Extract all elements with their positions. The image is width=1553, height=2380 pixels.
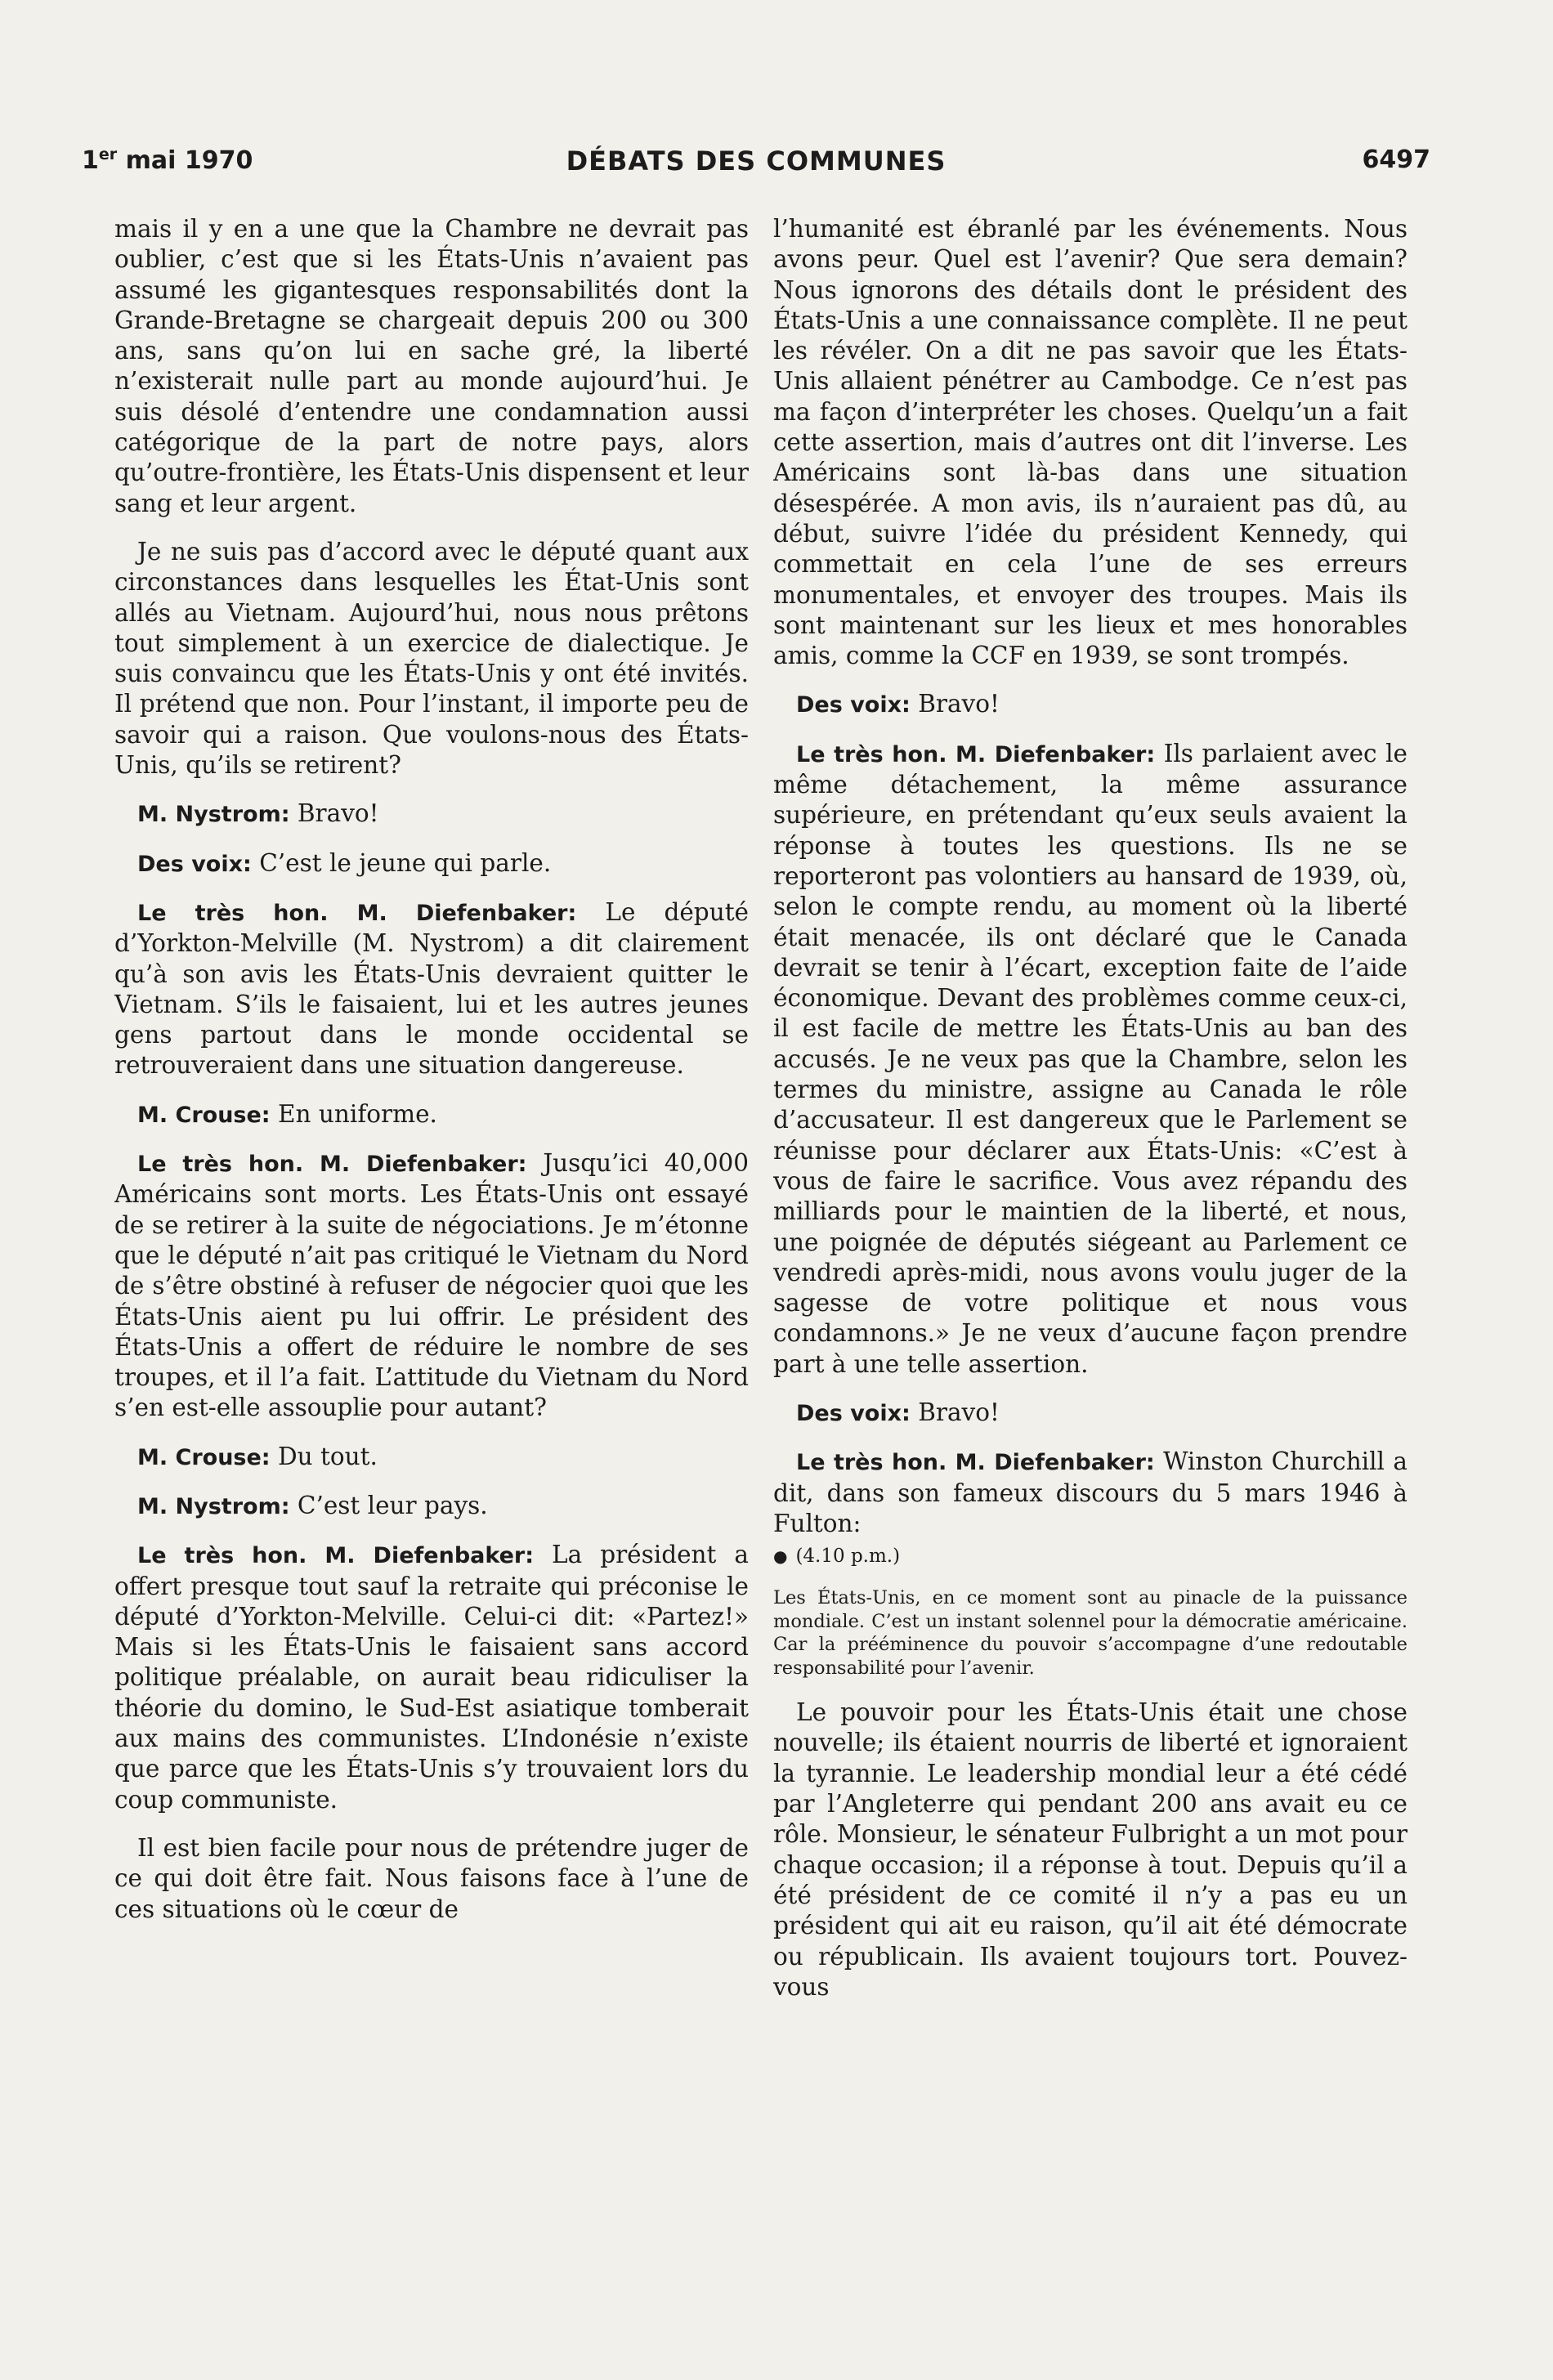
speech-paragraph bbox=[114, 1491, 749, 1522]
speech-text: Ils parlaient avec le même détachement, la même assurance supérieure, en prétendant qu’eux seuls avaient la réponse à toutes les questions. Ils ne se reporteront pas volontiers au hansard de 1939, où, selon le compte rendu, au moment où la liberté était menacée, ils ont déclaré que le Canada devrait se tenir à l’écart, exception faite de l’aide économique. Devant des problèmes comme ceux-ci, il est facile de mettre les États-Unis au ban des accusés. Je ne veux pas que la Chambre, selon les termes du ministre, assigne au Canada le rôle d’accusateur. Il est dangereux que le Parlement se réunisse pour déclarer aux États-Unis: «C’est à vous de faire le sacrifice. Vous avez répandu des milliards pour le maintien de la liberté, et nous, une poignée de députés siégeant au Parlement ce vendredi après-midi, nous avons voulu juger de la sagesse de votre politique et nous vous condamnons.» Je ne veux d’aucune façon prendre part à une telle assertion. bbox=[773, 739, 1408, 1378]
speech-text: Jusqu’ici 40,000 Américains sont morts. Les États-Unis ont essayé de se retirer à la suite de négociations. Je m’étonne que le député n’ait pas critiqué le Vietnam du Nord de s’être obstiné à refuser de négocier quoi que les États-Unis aient pu lui offrir. Le président des États-Unis a offert de réduire le nombre de ses troupes, et il l’a fait. L’attitude du Vietnam du Nord s’en est-elle assouplie pour autant? bbox=[114, 1149, 749, 1422]
speech-paragraph bbox=[114, 1148, 749, 1424]
speaker-name: M. Crouse: bbox=[137, 1102, 271, 1128]
header-date-day: 1 bbox=[82, 146, 99, 175]
page-header bbox=[82, 145, 1430, 186]
speech-paragraph bbox=[114, 897, 749, 1081]
speech-paragraph bbox=[114, 1099, 749, 1130]
speaker-name: M. Nystrom: bbox=[137, 802, 290, 828]
speech-text: C’est le jeune qui parle. bbox=[251, 848, 552, 877]
speech-paragraph bbox=[773, 1447, 1408, 1539]
speaker-name: Le très hon. M. Diefenbaker: bbox=[137, 1152, 527, 1178]
speech-text: La président a offert presque tout sauf la retraite qui préconise le député d’Yorkton-Melville. Celui-ci dit: «Partez!» Mais si les États-Unis le faisaient sans accord politique préalable, on aurait beau ridiculiser la théorie du domino, le Sud-Est asiatique tomberait aux mains des communistes. L’Indonésie n’existe que parce que les États-Unis s’y trouvaient lors du coup communiste. bbox=[114, 1541, 749, 1814]
speech-text: Bravo! bbox=[910, 690, 1000, 718]
speech-paragraph bbox=[114, 1540, 749, 1815]
header-page-number: 6497 bbox=[1362, 145, 1430, 174]
paragraph: Je ne suis pas d’accord avec le député quant aux circonstances dans lesquelles les État-Unis sont allés au Vietnam. Aujourd’hui, nous nous prêtons tout simplement à un exercice de dialectique. Je suis convaincu que les États-Unis y ont été invités. Il prétend que non. Pour l’instant, il importe peu de savoir qui a raison. Que voulons-nous des États-Unis, qu’ils se retirent? bbox=[114, 537, 749, 780]
left-column bbox=[114, 214, 749, 2192]
speech-text: Bravo! bbox=[289, 799, 379, 828]
header-date-ordinal: er bbox=[98, 145, 118, 163]
speech-text: Du tout. bbox=[270, 1442, 378, 1470]
speech-text: Le député d’Yorkton-Melville (M. Nystrom) a dit clairement qu’à son avis les États-Unis devraient quitter le Vietnam. S’ils le faisaient, lui et les autres jeunes gens partout dans le monde occidental se retrouveraient dans une situation dangereuse. bbox=[114, 897, 749, 1080]
speaker-name: Le très hon. M. Diefenbaker: bbox=[796, 741, 1156, 767]
speech-paragraph bbox=[773, 739, 1408, 1380]
speech-text: En uniforme. bbox=[270, 1099, 437, 1128]
paragraph: mais il y en a une que la Chambre ne devrait pas oublier, c’est que si les États-Unis n’avaient pas assumé les gigantesques responsabilités dont la Grande-Bretagne se chargeait depuis 200 ou 300 ans, sans qu’on lui en sache gré, la liberté n’existerait nulle part au monde aujourd’hui. Je suis désolé d’entendre une condamnation aussi catégorique de la part de notre pays, alors qu’outre-frontière, les États-Unis dispensent et leur sang et leur argent. bbox=[114, 215, 749, 517]
speaker-name: Des voix: bbox=[137, 851, 252, 877]
speech-paragraph bbox=[114, 848, 749, 879]
time-stamp: (4.10 p.m.) bbox=[795, 1546, 901, 1568]
time-marker bbox=[773, 1544, 1408, 1568]
speech-text: C’est leur pays. bbox=[289, 1491, 488, 1519]
header-title: DÉBATS DES COMMUNES bbox=[566, 145, 947, 177]
speech-paragraph bbox=[773, 1398, 1408, 1429]
bullet-icon: ● bbox=[773, 1546, 788, 1567]
paragraph: l’humanité est ébranlé par les événements. Nous avons peur. Quel est l’avenir? Que sera demain? Nous ignorons des détails dont le président des États-Unis a une connaissance complète. Il ne peut les révéler. On a dit ne pas savoir que les États-Unis allaient pénétrer au Cambodge. Ce n’est pas ma façon d’interpréter les choses. Quelqu’un a fait cette assertion, mais d’autres ont dit l’inverse. Les Américains sont là-bas dans une situation désespérée. A mon avis, ils n’auraient pas dû, au début, suivre l’idée du président Kennedy, qui commettait en cela l’une de ses erreurs monumentales, et envoyer des troupes. Mais ils sont maintenant sur les lieux et mes honorables amis, comme la CCF en 1939, se sont trompés. bbox=[773, 215, 1408, 670]
header-date-month-year: mai 1970 bbox=[117, 146, 253, 175]
speaker-name: Le très hon. M. Diefenbaker: bbox=[137, 900, 577, 926]
block-quote: Les États-Unis, en ce moment sont au pinacle de la puissance mondiale. C’est un instant solennel pour la démocratie américaine. Car la prééminence du pouvoir s’accompagne d’une redoutable responsabilité pour l’avenir. bbox=[773, 1587, 1408, 1679]
speaker-name: Le très hon. M. Diefenbaker: bbox=[796, 1450, 1155, 1476]
speaker-name: Le très hon. M. Diefenbaker: bbox=[137, 1543, 535, 1569]
speech-paragraph bbox=[114, 1442, 749, 1473]
right-column bbox=[773, 214, 1408, 2192]
paragraph: Le pouvoir pour les États-Unis était une chose nouvelle; ils étaient nourris de liberté et ignoraient la tyrannie. Le leadership mondial leur a été cédé par l’Angleterre qui pendant 200 ans avait eu ce rôle. Monsieur, le sénateur Fulbright a un mot pour chaque occasion; il a réponse à tout. Depuis qu’il a été président de ce comité il n’y a pas eu un président qui ait eu raison, qu’il ait été démocrate ou républicain. Ils avaient toujours tort. Pouvez-vous bbox=[773, 1698, 1408, 2001]
speech-paragraph bbox=[773, 689, 1408, 720]
speaker-name: Des voix: bbox=[796, 692, 911, 718]
speaker-name: M. Crouse: bbox=[137, 1444, 271, 1470]
speech-paragraph bbox=[114, 799, 749, 830]
paragraph: Il est bien facile pour nous de prétendre juger de ce qui doit être fait. Nous faisons face à l’une de ces situations où le cœur de bbox=[114, 1833, 749, 1923]
speech-text: Winston Churchill a dit, dans son fameux discours du 5 mars 1946 à Fulton: bbox=[773, 1447, 1408, 1537]
speech-text: Bravo! bbox=[910, 1398, 1000, 1426]
speaker-name: M. Nystrom: bbox=[137, 1493, 290, 1519]
speaker-name: Des voix: bbox=[796, 1400, 911, 1426]
